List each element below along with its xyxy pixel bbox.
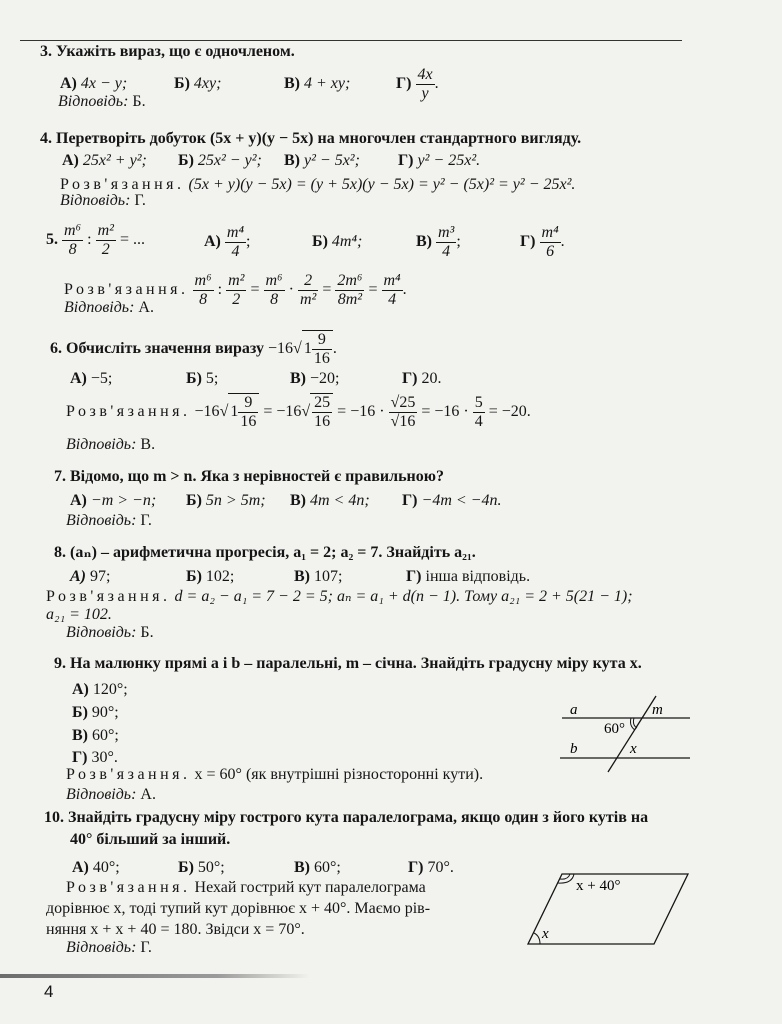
q10-solution-3: няння x + x + 40 = 180. Звідси x = 70°. — [46, 921, 305, 938]
angle-arc-2 — [631, 718, 636, 730]
q4-option-c: В) y² − 5x²; — [284, 152, 360, 169]
q8-option-c: В) 107; — [294, 568, 343, 585]
q9-solution: Розв'язання. x = 60° (як внутрішні різносторонні кути). — [66, 766, 484, 783]
q9-option-d: Г) 30°. — [72, 749, 118, 766]
q4-solution: Розв'язання. (5x + y)(y − 5x) = (y + 5x)(y − 5x) = y² − (5x)² = y² − 25x². — [60, 176, 576, 193]
parallelogram-figure — [520, 866, 696, 952]
q10-answer: Відповідь: Г. — [66, 939, 152, 956]
q3-option-b: Б) 4xy; — [174, 75, 222, 92]
label-60: 60° — [604, 721, 625, 737]
q4-option-a: А) 25x² + y²; — [62, 152, 147, 169]
q3-option-a: А) 4x − y; — [60, 75, 128, 92]
q5-option-d: Г) $\frac{\text{m⁴}}{6}$ . — [520, 224, 565, 260]
label-acute: x — [542, 926, 549, 942]
q4-option-d: Г) y² − 25x². — [398, 152, 481, 169]
q5-solution: Розв'язання. $\frac{\text{m⁶}}{8}$ : $\frac{\text{m²}}{2}$ = $\frac{\text{m⁶}}{8}$ · $\frac{2}{\text{m²}}$ = $\frac{\text{2m⁶}}{\text{8m²}}$ = $\frac{\text{m⁴}}{4}$ . — [64, 272, 407, 308]
label-b: b — [570, 741, 578, 757]
label-obtuse: x + 40° — [576, 878, 621, 894]
q4-option-b: Б) 25x² − y²; — [178, 152, 262, 169]
q6-solution: Розв'язання. −16√ 1 $\frac{9}{16}$ = −16√ $\frac{25}{16}$ = −16 · $\frac{√25}{√16}$ = −16 · $\frac{5}{4}$ = −20. — [66, 394, 531, 430]
q5-option-b: Б) 4m⁴; — [312, 233, 363, 250]
q7-option-a: А) −m > −n; — [70, 492, 157, 509]
q3-answer: Відповідь: Б. — [58, 93, 146, 110]
label-a: a — [570, 702, 578, 718]
q10-option-a: А) 40°; — [72, 859, 120, 876]
question-10: 10. Знайдіть градусну міру гострого кута паралелограма, якщо один з його кутів на — [44, 809, 649, 826]
q9-option-c: В) 60°; — [72, 727, 119, 744]
acute-arc — [534, 933, 540, 944]
label-m: m — [652, 702, 663, 718]
question-9: 9. На малюнку прямі a і b – паралельні, m – січна. Знайдіть градусну міру кута x. — [54, 655, 642, 672]
q5-option-a: А) $\frac{\text{m⁴}}{4}$ ; — [204, 224, 251, 260]
bottom-rule — [0, 974, 310, 978]
q10-option-c: В) 60°; — [294, 859, 341, 876]
question-4: 4. Перетворіть добуток (5x + y)(y − 5x) на многочлен стандартного вигляду. — [40, 130, 582, 147]
question-3: 3. Укажіть вираз, що є одночленом. — [40, 43, 295, 60]
q8-option-a: А) 97; — [70, 568, 111, 585]
q10-solution: Розв'язання. Нехай гострий кут паралелограма — [66, 879, 426, 896]
top-rule — [20, 40, 682, 41]
q7-option-b: Б) 5n > 5m; — [186, 492, 266, 509]
q6-option-d: Г) 20. — [402, 370, 442, 387]
q10-solution-2: дорівнює x, тоді тупий кут дорівнює x + 40°. Маємо рів- — [46, 900, 431, 917]
question-7: 7. Відомо, що m > n. Яка з нерівностей є правильною? — [54, 468, 444, 485]
question-8: 8. (aₙ) – арифметична прогресія, a₁ = 2; a₂ = 7. Знайдіть a₂₁. — [54, 544, 476, 561]
q8-solution: Розв'язання. d = a₂ − a₁ = 7 − 2 = 5; aₙ = a₁ + d(n − 1). Тому a₂₁ = 2 + 5(21 − 1); — [46, 588, 633, 605]
q3-option-d: Г) $\frac{4x}{y}$ . — [396, 66, 439, 102]
question-5: 5. $\frac{\text{m⁶}}{8}$ : $\frac{\text{m²}}{2}$ = ... — [46, 222, 145, 258]
q8-option-b: Б) 102; — [186, 568, 235, 585]
q6-option-c: В) −20; — [290, 370, 340, 387]
q7-option-d: Г) −4m < −4n. — [402, 492, 502, 509]
q5-answer: Відповідь: А. — [64, 299, 154, 316]
q6-answer: Відповідь: В. — [66, 436, 156, 453]
parallel-lines-figure — [556, 692, 706, 774]
q8-option-d: Г) інша відповідь. — [406, 568, 531, 585]
question-6: 6. Обчисліть значення виразу −16√ 1 $\frac{9}{16}$ . — [50, 331, 337, 367]
q9-option-b: Б) 90°; — [72, 704, 119, 721]
q10-option-d: Г) 70°. — [408, 859, 454, 876]
label-x: x — [630, 741, 637, 757]
q8-solution-end: a₂₁ = 102. — [46, 606, 112, 623]
q5-option-c: В) $\frac{\text{m³}}{4}$ ; — [416, 224, 461, 260]
q9-option-a: А) 120°; — [72, 681, 128, 698]
q6-option-b: Б) 5; — [186, 370, 219, 387]
q4-answer: Відповідь: Г. — [60, 192, 146, 209]
question-10-cont: 40° більший за інший. — [70, 831, 231, 848]
q9-answer: Відповідь: А. — [66, 786, 156, 803]
q3-option-c: В) 4 + xy; — [284, 75, 351, 92]
q7-option-c: В) 4m < 4n; — [290, 492, 370, 509]
q10-option-b: Б) 50°; — [178, 859, 225, 876]
q8-answer: Відповідь: Б. — [66, 624, 154, 641]
page-number: 4 — [44, 982, 54, 1001]
q6-option-a: А) −5; — [70, 370, 113, 387]
q7-answer: Відповідь: Г. — [66, 512, 152, 529]
